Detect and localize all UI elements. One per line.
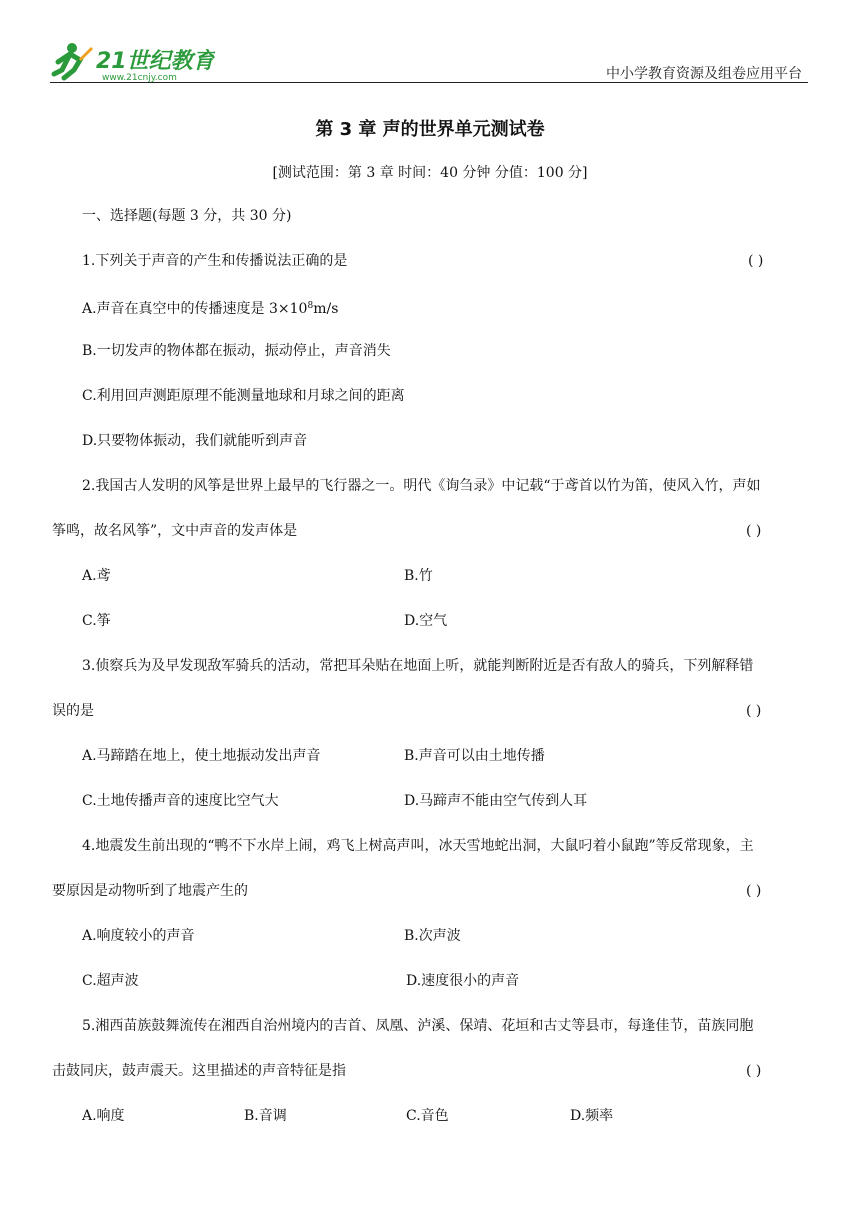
test-meta: [测试范围：第 3 章 时间：40 分钟 分值：100 分] [272, 165, 588, 181]
question-5-stem-line1: 5.湘西苗族鼓舞流传在湘西自治州境内的吉首、凤凰、泸溪、保靖、花垣和古丈等县市，每逢佳节，苗族同胞 [82, 1018, 754, 1034]
brand-text: 21世纪教育 [96, 49, 215, 74]
q5-option-a: A.响度 [82, 1108, 125, 1124]
question-2-stem-line2: 筝鸣，故名风筝”，文中声音的发声体是 [52, 523, 298, 539]
q2-option-d: D.空气 [404, 613, 448, 629]
q5-option-c: C.音色 [406, 1108, 449, 1124]
q1-option-a: A.声音在真空中的传播速度是 $3\times 10^8m/s$ [82, 301, 339, 317]
question-3-stem-line1: 3.侦察兵为及早发现敌军骑兵的活动，常把耳朵贴在地面上听，就能判断附近是否有敌人的骑兵，下列解释错 [82, 658, 754, 674]
section-heading: 一、选择题(每题 3 分，共 30 分) [82, 208, 292, 224]
brand-logo [50, 40, 215, 82]
question-4-stem-line2: 要原因是动物听到了地震产生的 [52, 883, 248, 899]
answer-blank: ( ) [746, 883, 762, 899]
page-title: 第 3 章 声的世界单元测试卷 [315, 119, 545, 140]
q3-option-c: C.土地传播声音的速度比空气大 [82, 793, 279, 809]
q1-option-b: B.一切发声的物体都在振动，振动停止，声音消失 [82, 343, 391, 359]
question-2-stem-line1: 2.我国古人发明的风筝是世界上最早的飞行器之一。明代《询刍录》中记载“于鸢首以竹为笛，使风入竹，声如 [82, 478, 761, 494]
q4-option-d: D.速度很小的声音 [406, 973, 520, 989]
brand-url: www.21cnjy.com [102, 73, 177, 82]
answer-blank: ( ) [746, 1063, 762, 1079]
q2-option-a: A.鸢 [82, 568, 111, 584]
answer-blank: ( ) [746, 703, 762, 719]
q1-option-d: D.只要物体振动，我们就能听到声音 [82, 433, 308, 449]
q5-option-b: B.音调 [244, 1108, 287, 1124]
q2-option-c: C.筝 [82, 613, 111, 629]
q1-option-c: C.利用回声测距原理不能测量地球和月球之间的距离 [82, 388, 405, 404]
platform-name: 中小学教育资源及组卷应用平台 [606, 66, 802, 82]
q3-option-b: B.声音可以由土地传播 [404, 748, 545, 764]
question-5-stem-line2: 击鼓同庆，鼓声震天。这里描述的声音特征是指 [52, 1063, 346, 1079]
question-3-stem-line2: 误的是 [52, 703, 94, 719]
question-4-stem-line1: 4.地震发生前出现的“鸭不下水岸上闹，鸡飞上树高声叫，冰天雪地蛇出洞，大鼠叼着小鼠跑”等反常现象，主 [82, 838, 754, 854]
q4-option-b: B.次声波 [404, 928, 461, 944]
q4-option-c: C.超声波 [82, 973, 139, 989]
answer-blank: ( ) [746, 523, 762, 539]
q3-option-a: A.马蹄踏在地上，使土地振动发出声音 [82, 748, 321, 764]
header-divider [50, 82, 808, 83]
runner-icon [54, 43, 92, 78]
q2-option-b: B.竹 [404, 568, 433, 584]
q3-option-d: D.马蹄声不能由空气传到人耳 [404, 793, 588, 809]
answer-blank: ( ) [748, 253, 764, 269]
q4-option-a: A.响度较小的声音 [82, 928, 195, 944]
question-1-stem: 1.下列关于声音的产生和传播说法正确的是 [82, 253, 348, 269]
q5-option-d: D.频率 [570, 1108, 614, 1124]
